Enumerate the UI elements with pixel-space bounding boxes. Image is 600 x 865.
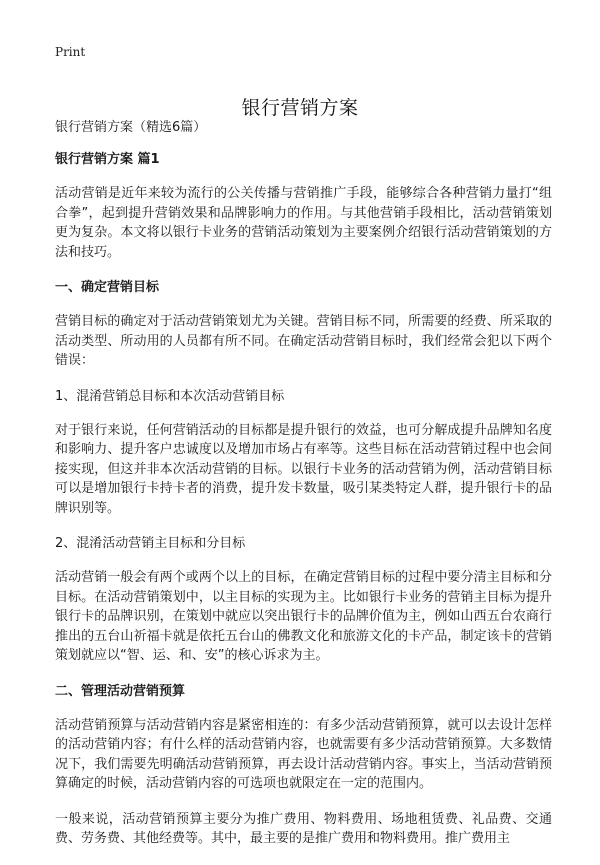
print-label[interactable]: Print xyxy=(55,45,86,59)
subheading-confuse-goals: 1、混淆营销总目标和本次活动营销目标 xyxy=(55,388,285,404)
article-heading: 银行营销方案 篇1 xyxy=(55,152,160,167)
intro-paragraph: 活动营销是近年来较为流行的公关传播与营销推广手段，能够综合各种营销力量打“组合拳”，起到提升营销效果和品牌影响力的作用。与其他营销手段相比，活动营销策划更为复杂。本文将以银行卡业务的营销活动策划为主要案例介绍银行活动营销策划的方法和技巧。 xyxy=(55,186,552,260)
budget-paragraph-2: 一般来说，活动营销预算主要分为推广费用、物料费用、场地租赁费、礼品费、交通费、劳务费、其他经费等。其中，最主要的是推广费用和物料费用。推广费用主 xyxy=(55,811,552,846)
document-subtitle: 银行营销方案（精选6篇） xyxy=(55,120,207,135)
budget-paragraph-1: 活动营销预算与活动营销内容是紧密相连的：有多少活动营销预算，就可以去设计怎样的活动营销内容；有什么样的活动营销内容，也就需要有多少活动营销预算。大多数情况下，我们需要先明确活动营销预算，再去设计活动营销内容。事实上，当活动营销预算确定的时候，活动营销内容的可选项也就限定在一定的范围内。 xyxy=(55,717,552,791)
main-sub-goals-paragraph: 活动营销一般会有两个或两个以上的目标，在确定营销目标的过程中要分清主目标和分目标。在活动营销策划中，以主目标的实现为主。比如银行卡业务的营销主目标为提升银行卡的品牌识别，在策划中就应以突出银行卡的品牌价值为主，例如山西五台农商行推出的五台山祈福卡就是依托五台山的佛教文化和旅游文化的卡产品，制定该卡的营销策划就应以“智、运、和、安”的核心诉求为主。 xyxy=(55,570,552,663)
confuse-goals-paragraph: 对于银行来说，任何营销活动的目标都是提升银行的效益，也可分解成提升品牌知名度和影响力、提升客户忠诚度以及增加市场占有率等。这些目标在活动营销过程中也会间接实现，但这并非本次活动营销的目标。以银行卡业务的活动营销为例，活动营销目标可以是增加银行卡持卡者的消费，提升发卡数量，吸引某类特定人群，提升银行卡的品牌识别等。 xyxy=(55,422,552,516)
goals-paragraph: 营销目标的确定对于活动营销策划尤为关键。营销目标不同，所需要的经费、所采取的活动类型、所动用的人员都有所不同。在确定活动营销目标时，我们经常会犯以下两个错误： xyxy=(55,314,552,368)
subheading-main-sub-goals: 2、混淆活动营销主目标和分目标 xyxy=(55,536,246,551)
section-heading-budget: 二、管理活动营销预算 xyxy=(55,683,186,699)
document-body xyxy=(55,118,552,865)
section-heading-goals: 一、确定营销目标 xyxy=(55,280,160,295)
document-title: 银行营销方案 xyxy=(241,96,359,119)
